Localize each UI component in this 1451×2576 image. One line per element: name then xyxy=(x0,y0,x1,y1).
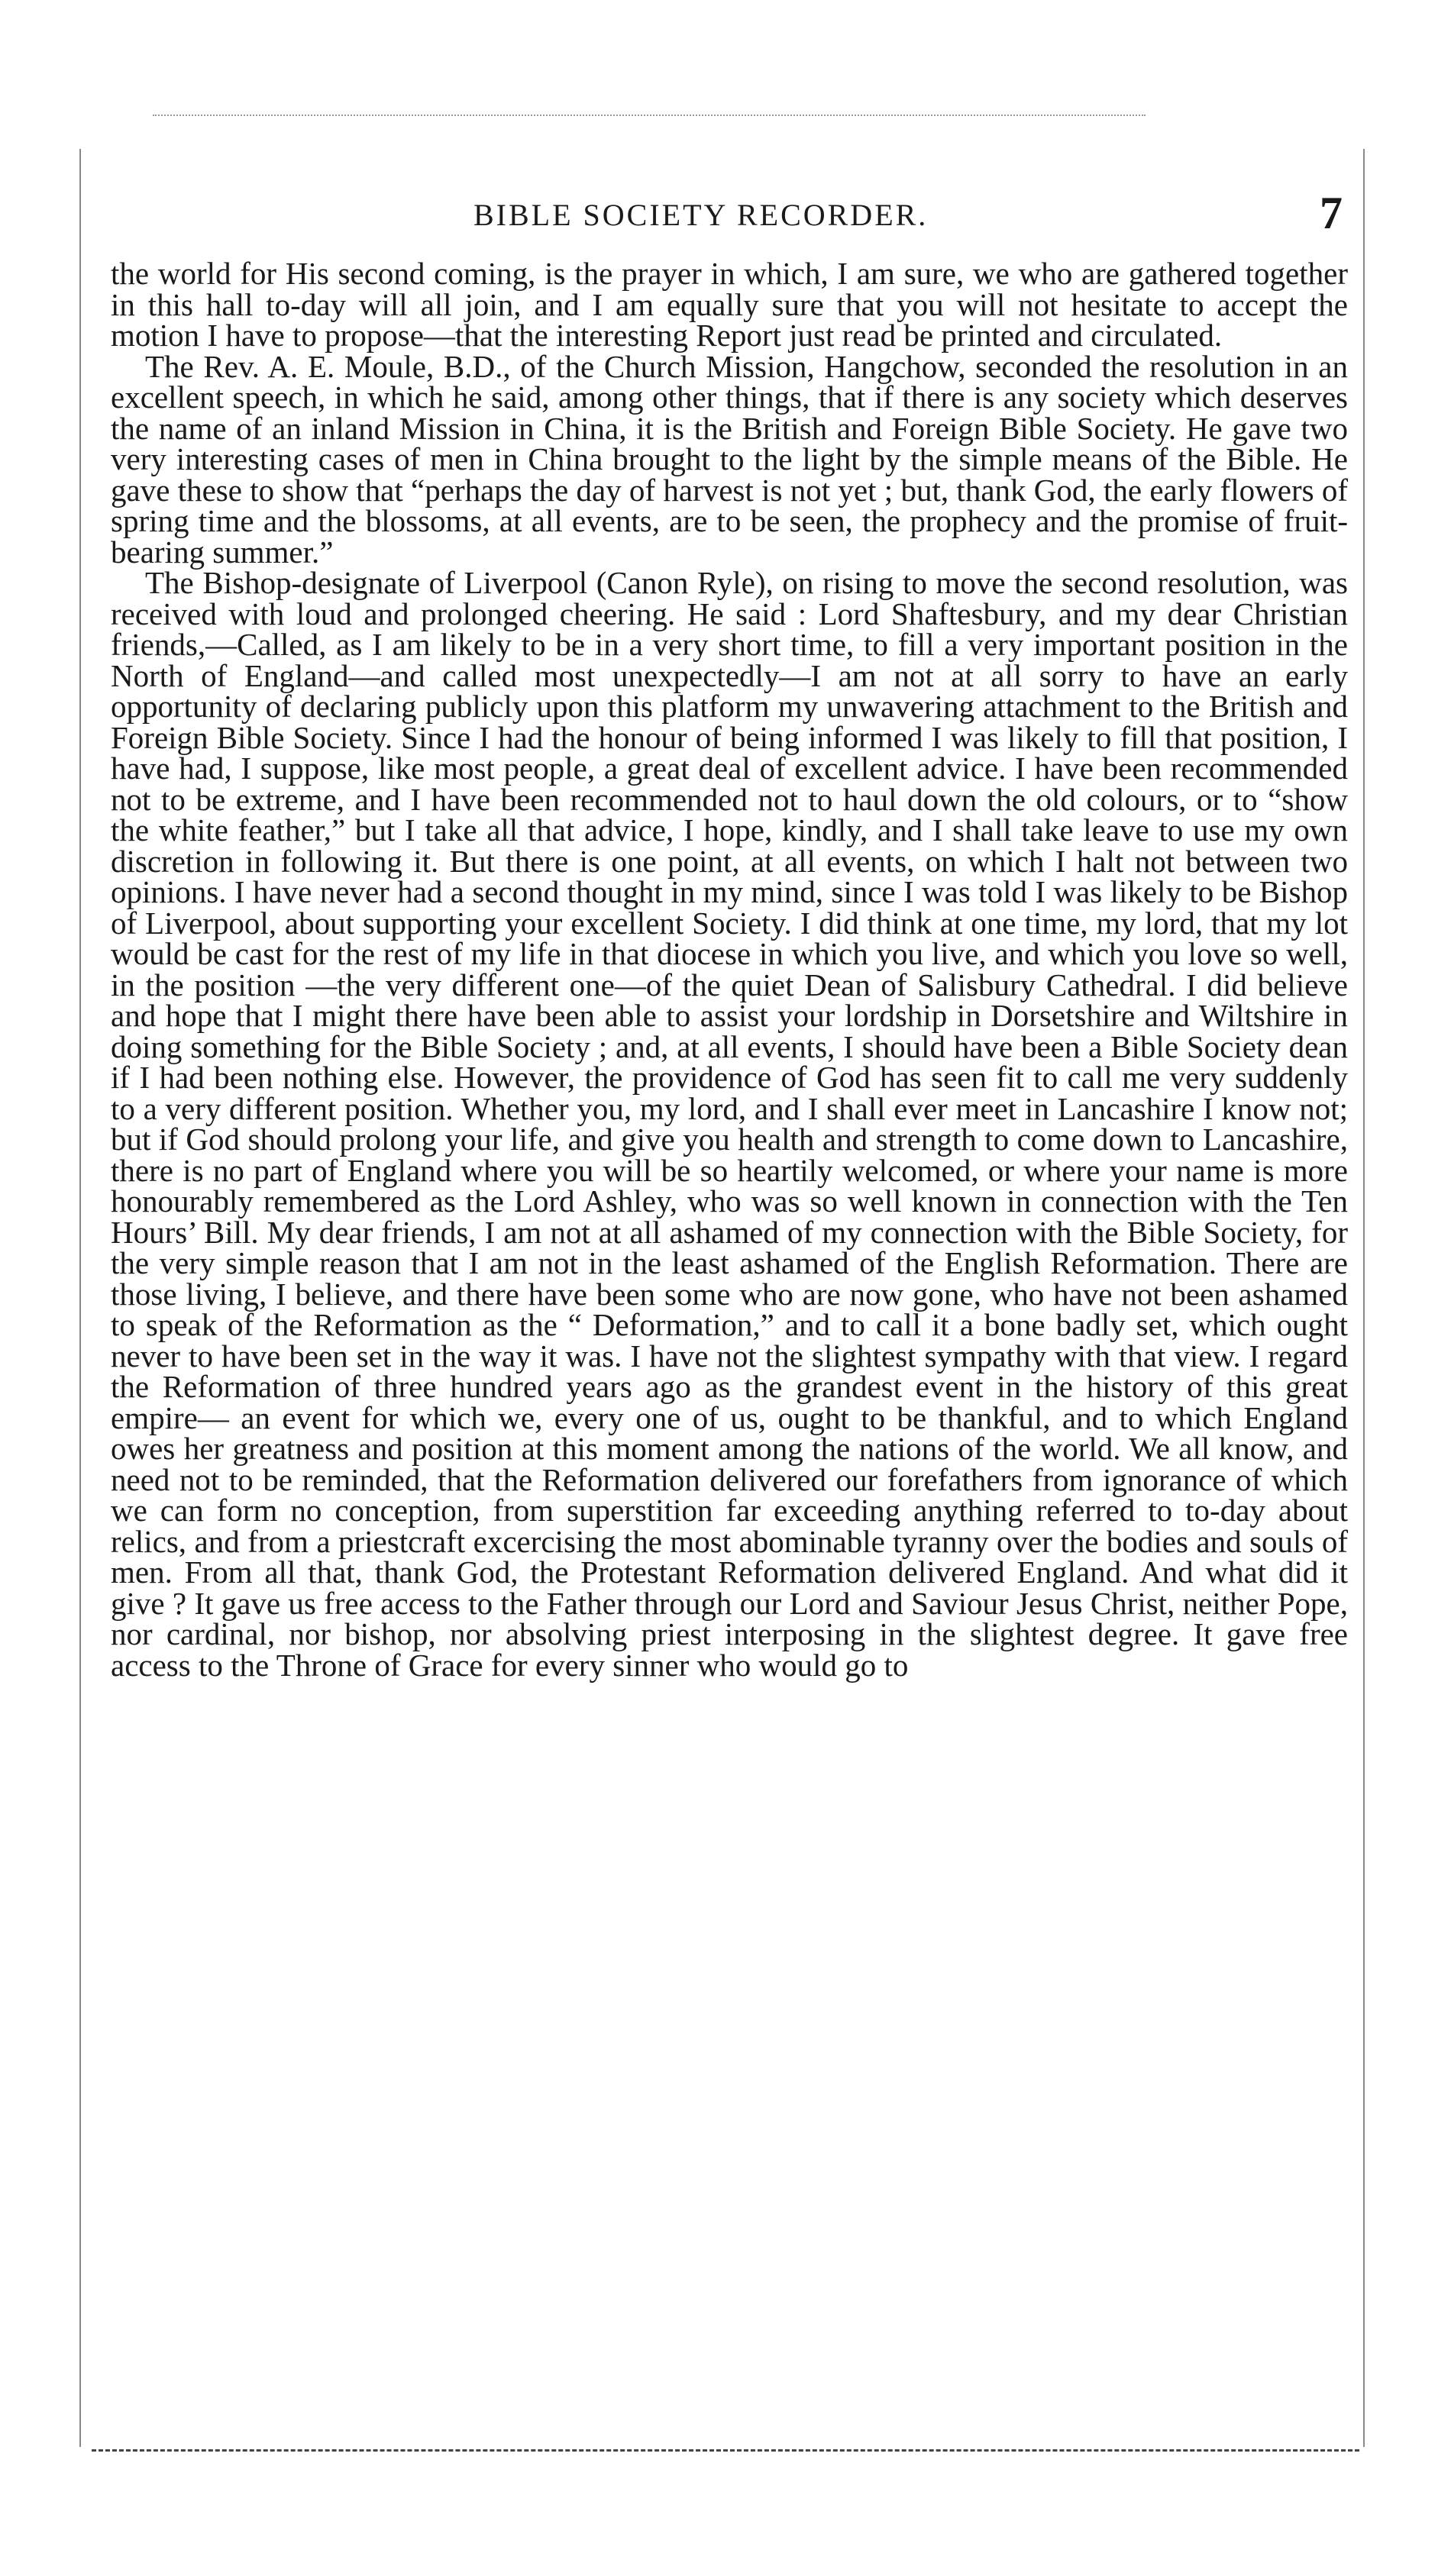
top-dotted-edge xyxy=(153,115,1146,116)
running-title: BIBLE SOCIETY RECORDER. xyxy=(473,198,929,232)
paragraph-continuation: the world for His second coming, is the prayer in which, I am sure, we who are gathered together in this hall to-day will all join, and I am equally sure that you will not hesitate to accept the motion I have to propose—that the interesting Report just read be printed and circulated. xyxy=(111,256,1348,353)
page-number: 7 xyxy=(1320,188,1343,238)
body-text xyxy=(111,258,1348,2449)
bottom-dashed-rule xyxy=(92,2449,1359,2452)
paragraph-ryle: The Bishop-designate of Liverpool (Canon Ryle), on rising to move the second resolution, was received with loud and prolonged cheering. He said : Lord Shaftesbury, and my dear Christian friends,—Called, as I am likely to be in a very short time, to fill a very important position in the North of England—and called most unexpectedly—I am not at all sorry to have an early opportunity of declaring publicly upon this platform my unwavering attachment to the British and Foreign Bible Society. Since I had the honour of being informed I was likely to fill that position, I have had, I suppose, like most people, a great deal of excellent advice. I have been recommended not to be extreme, and I have been recommended not to haul down the old colours, or to “show the white feather,” but I take all that advice, I hope, kindly, and I shall take leave to use my own discretion in following it. But there is one point, at all events, on which I halt not between two opinions. I have never had a second thought in my mind, since I was told I was likely to be Bishop of Liverpool, about supporting your excellent Society. I did think at one time, my lord, that my lot would be cast for the rest of my life in that diocese in which you live, and which you love so well, in the position —the very different one—of the quiet Dean of Salisbury Cathedral. I did believe and hope that I might there have been able to assist your lordship in Dorsetshire and Wiltshire in doing something for the Bible Society ; and, at all events, I should have been a Bible Society dean if I had been nothing else. However, the providence of God has seen fit to call me very suddenly to a very different position. Whether you, my lord, and I shall ever meet in Lancashire I know not; but if God should prolong your life, and give you health and strength to come down to Lancashire, there is no part of England where you will be so heartily welcomed, or where your name is more honourably remembered as the Lord Ashley, who was so well known in connection with the Ten Hours’ Bill. My dear friends, I am not at all ashamed of my connection with the Bible Society, for the very simple reason that I am not in the least ashamed of the English Reformation. There are those living, I believe, and there have been some who are now gone, who have not been ashamed to speak of the Reformation as the “ Deformation,” and to call it a bone badly set, which ought never to have been set in the way it was. I have not the slightest sympathy with that view. I regard the Reformation of three hundred years ago as the grandest event in the history of this great empire— an event for which we, every one of us, ought to be thankful, and to which England owes her greatness and position at this moment among the nations of the world. We all know, and need not to be reminded, that the Reformation delivered our forefathers from ignorance of which we can form no conception, from superstition far exceeding anything referred to to-day about relics, and from a priestcraft excercising the most abominable tyranny over the bodies and souls of men. From all that, thank God, the Protestant Reformation delivered England. And what did it give ? It gave us free access to the Father through our Lord and Saviour Jesus Christ, neither Pope, nor cardinal, nor bishop, nor absolving priest interposing in the slightest degree. It gave free access to the Throne of Grace for every sinner who would go to xyxy=(111,565,1348,1683)
paragraph-moule: The Rev. A. E. Moule, B.D., of the Church Mission, Hangchow, seconded the resolution in an excellent speech, in which he said, among other things, that if there is any society which deserves the name of an inland Mission in China, it is the British and Foreign Bible Society. He gave two very interesting cases of men in China brought to the light by the simple means of the Bible. He gave these to show that “perhaps the day of harvest is not yet ; but, thank God, the early flowers of spring time and the blossoms, at all events, are to be seen, the prophecy and the promise of fruit-bearing summer.” xyxy=(111,348,1348,570)
left-margin-rule xyxy=(79,149,81,2447)
right-margin-rule xyxy=(1363,149,1365,2447)
